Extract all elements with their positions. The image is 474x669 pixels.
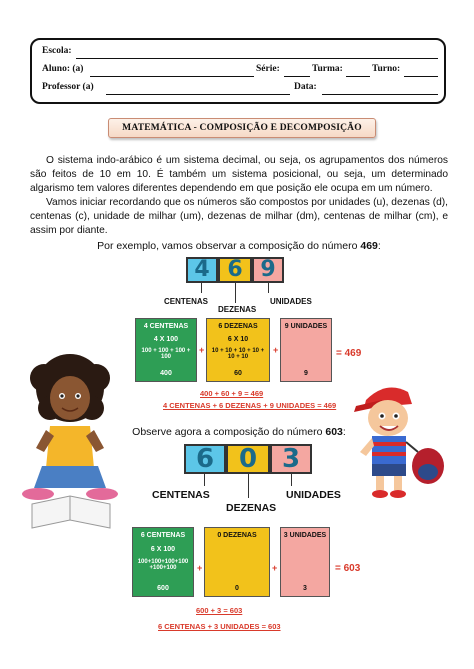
label-centenas: CENTENAS [164,297,209,306]
escola-label: Escola: [42,46,72,56]
digit-hundreds: 4 [186,257,218,283]
professor-label: Professor (a) [42,82,94,92]
label-dezenas: DEZENAS [226,502,277,514]
connector-line [235,283,236,303]
data-label: Data: [294,82,317,92]
serie-label: Série: [256,64,280,74]
professor-field[interactable] [106,94,290,95]
connector-line [248,474,249,498]
turno-label: Turno: [372,64,401,74]
hundreds-box: 4 CENTENAS 4 X 100 100 + 100 + 100 + 100 400 [135,318,197,382]
connector-line [268,283,269,293]
turno-field[interactable] [404,76,438,77]
tens-box: 0 DEZENAS 0 [204,527,270,597]
connector-line [291,474,292,486]
label-dezenas: DEZENAS [218,305,257,314]
plus-sign: + [273,345,279,355]
units-box: 9 UNIDADES 9 [280,318,332,382]
digit-tens: 0 [226,444,270,474]
example1-intro: Por exemplo, vamos observar a composição do número 469: [97,240,381,252]
plus-sign: + [199,345,205,355]
label-centenas: CENTENAS [152,489,210,501]
turma-label: Turma: [312,64,343,74]
serie-field[interactable] [284,76,310,77]
sum-equation: 400 + 60 + 9 = 469 [200,389,264,398]
digit-tens: 6 [218,257,252,283]
digit-units: 9 [252,257,284,283]
girl-reading-illustration [10,348,130,538]
aluno-label: Aluno: (a) [42,64,84,74]
boy-with-backpack-illustration [342,378,452,503]
paragraph-2: Vamos iniciar recordando que os números são compostos por unidades (u), dezenas (d), centenas (c), unidade de milhar (um), dezenas de milhar (dm), centenas de milhar (cm), e assim por diante. [30,197,448,236]
tens-box: 6 DEZENAS 6 X 10 10 + 10 + 10 + 10 + 10 + 10 60 [206,318,270,382]
sum-equation: 600 + 3 = 603 [196,606,243,615]
turma-field[interactable] [346,76,370,77]
label-unidades: UNIDADES [270,297,312,306]
plus-sign: + [272,563,278,573]
page-title: MATEMÁTICA - COMPOSIÇÃO E DECOMPOSIÇÃO [108,118,376,138]
aluno-field[interactable] [90,76,254,77]
plus-sign: + [197,563,203,573]
sum-words: 4 CENTENAS + 6 DEZENAS + 9 UNIDADES = 469 [163,401,337,410]
hundreds-box: 6 CENTENAS 6 X 100 100+100+100+100 +100+100 600 [132,527,194,597]
student-info-box [30,38,446,104]
connector-line [204,474,205,486]
paragraph-1: O sistema indo-arábico é um sistema decimal, ou seja, os agrupamentos dos números são feitos de 10 em 10. É também um sistema posicional, ou seja, um determinado algarismo tem valores diferentes dependendo em que posição ele ocupa em um número. [30,155,448,194]
example2-intro: Observe agora a composição do número 603: [132,426,346,438]
escola-field[interactable] [76,58,438,59]
label-unidades: UNIDADES [286,489,341,501]
sum-words: 6 CENTENAS + 3 UNIDADES = 603 [158,622,281,631]
digit-hundreds: 6 [184,444,226,474]
data-field[interactable] [322,94,438,95]
result: = 603 [335,563,361,574]
digit-units: 3 [270,444,312,474]
connector-line [201,283,202,293]
result: = 469 [336,348,362,359]
units-box: 3 UNIDADES 3 [280,527,330,597]
